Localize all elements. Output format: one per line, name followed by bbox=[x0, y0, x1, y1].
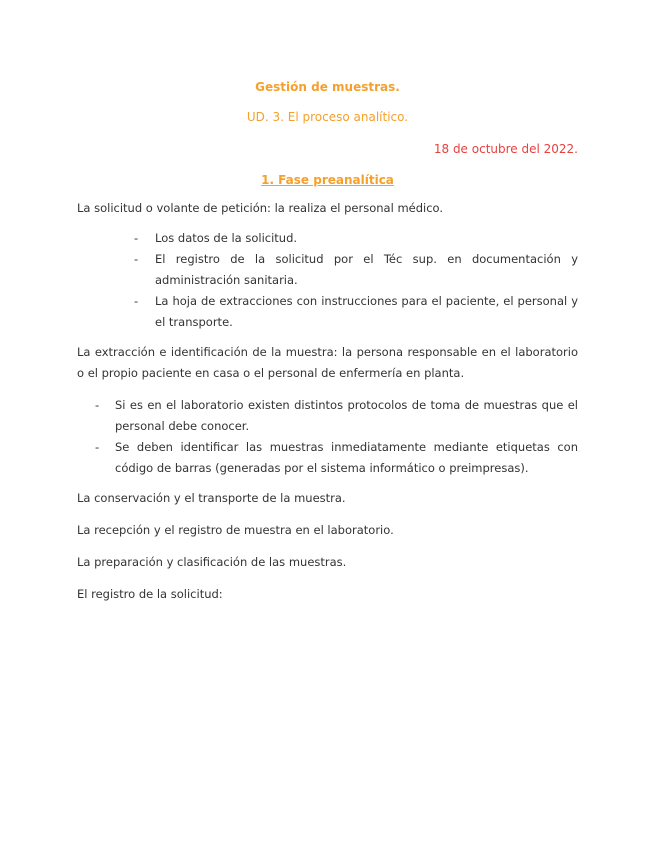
list-item bbox=[95, 437, 578, 479]
list-item-text: El registro de la solicitud por el Téc sup. en documentación y administración sanitaria. bbox=[155, 252, 578, 287]
section-title: 1. Fase preanalítica bbox=[261, 173, 394, 187]
paragraph-recepcion: La recepción y el registro de muestra en el laboratorio. bbox=[77, 523, 394, 537]
paragraph-registro: El registro de la solicitud: bbox=[77, 587, 223, 601]
document-title: Gestión de muestras. bbox=[255, 80, 400, 94]
list-item bbox=[95, 395, 578, 437]
list-item bbox=[134, 291, 578, 333]
paragraph-extraccion: La extracción e identificación de la muestra: la persona responsable en el laboratorio o el propio paciente en casa o el personal de enfermería en planta. bbox=[77, 345, 578, 380]
extraccion-list bbox=[95, 395, 578, 479]
document-date: 18 de octubre del 2022. bbox=[433, 142, 578, 156]
list-item-text: Los datos de la solicitud. bbox=[155, 231, 298, 245]
solicitud-list bbox=[134, 228, 578, 333]
unit-subtitle: UD. 3. El proceso analítico. bbox=[246, 110, 409, 124]
dash-bullet: - bbox=[134, 294, 139, 308]
dash-bullet: - bbox=[134, 231, 139, 245]
list-item bbox=[134, 249, 578, 291]
dash-bullet: - bbox=[95, 440, 100, 454]
paragraph-conservacion: La conservación y el transporte de la muestra. bbox=[77, 491, 346, 505]
list-item bbox=[134, 228, 578, 249]
paragraph-solicitud: La solicitud o volante de petición: la realiza el personal médico. bbox=[77, 201, 444, 215]
dash-bullet: - bbox=[95, 398, 100, 412]
list-item-text: Si es en el laboratorio existen distintos protocolos de toma de muestras que el personal debe conocer. bbox=[115, 398, 578, 433]
dash-bullet: - bbox=[134, 252, 139, 266]
list-item-text: La hoja de extracciones con instrucciones para el paciente, el personal y el transporte. bbox=[155, 294, 578, 329]
paragraph-preparacion: La preparación y clasificación de las muestras. bbox=[77, 555, 347, 569]
list-item-text: Se deben identificar las muestras inmediatamente mediante etiquetas con código de barras (generadas por el sistema informático o preimpresas). bbox=[115, 440, 578, 475]
